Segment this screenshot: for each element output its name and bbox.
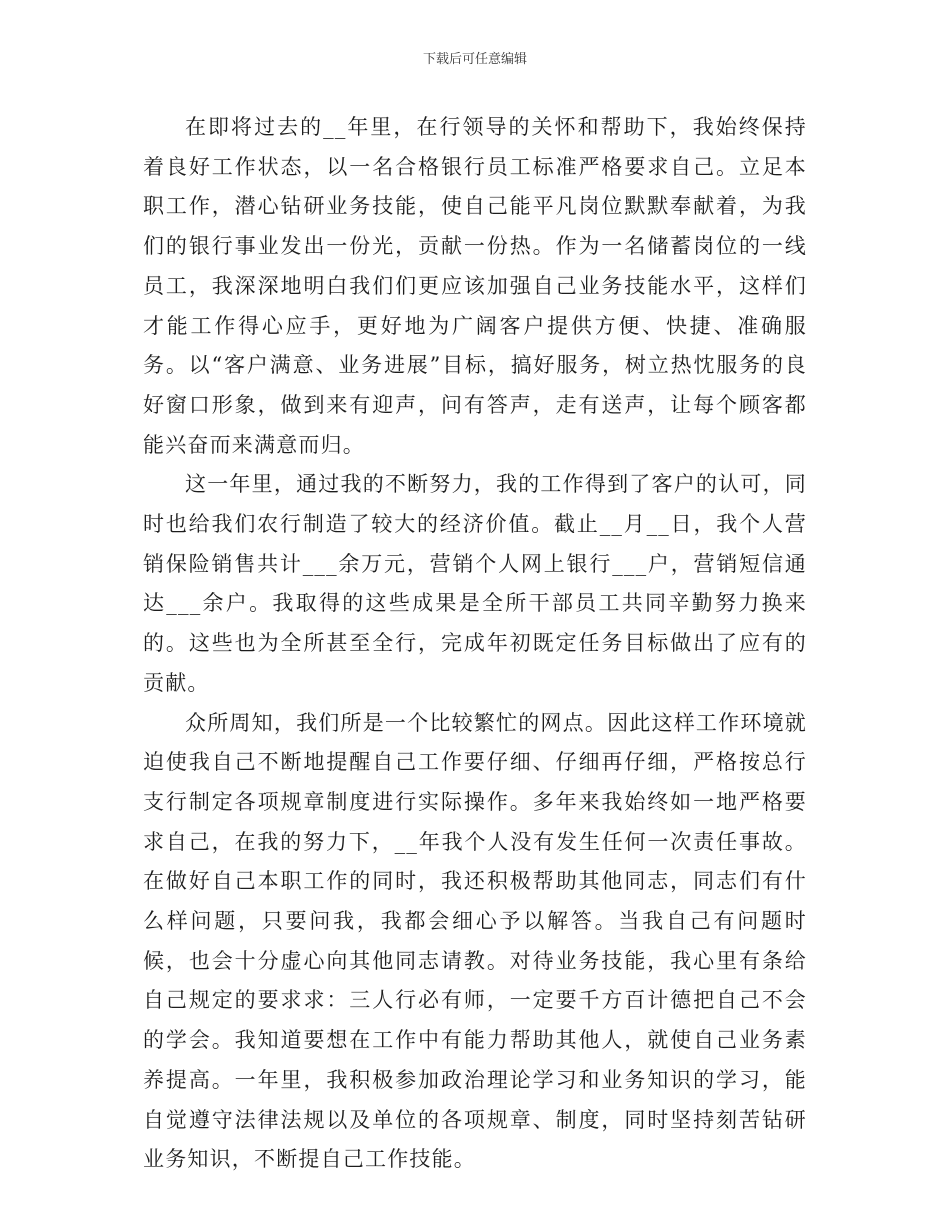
page-header: 下载后可任意编辑 [422,52,527,67]
document-body [143,108,807,1180]
paragraph-2: 这一年里，通过我的不断努力，我的工作得到了客户的认可，同时也给我们农行制造了较大的经济价值。截止__月__日，我个人营销保险销售共计___余万元，营销个人网上银行___户，营销短信通达___余户。我取得的这些成果是全所干部员工共同辛勤努力换来的。这些也为全所甚至全行，完成年初既定任务目标做出了应有的贡献。 [143,472,807,695]
paragraph-1: 在即将过去的__年里，在行领导的关怀和帮助下，我始终保持着良好工作状态，以一名合格银行员工标准严格要求自己。立足本职工作，潜心钻研业务技能，使自己能平凡岗位默默奉献着，为我们的银行事业发出一份光，贡献一份热。作为一名储蓄岗位的一线员工，我深深地明白我们们更应该加强自己业务技能水平，这样们才能工作得心应手，更好地为广阔客户提供方便、快捷、准确服务。以“客户满意、业务进展”目标，搞好服务，树立热忱服务的良好窗口形象，做到来有迎声，问有答声，走有送声，让每个顾客都能兴奋而来满意而归。 [143,115,807,457]
paragraph-3: 众所周知，我们所是一个比较繁忙的网点。因此这样工作环境就迫使我自己不断地提醒自己工作要仔细、仔细再仔细，严格按总行支行制定各项规章制度进行实际操作。多年来我始终如一地严格要求自己，在我的努力下，__年我个人没有发生任何一次责任事故。在做好自己本职工作的同时，我还积极帮助其他同志，同志们有什么样问题，只要问我，我都会细心予以解答。当我自己有问题时候，也会十分虚心向其他同志请教。对待业务技能，我心里有条给自己规定的要求求：三人行必有师，一定要千方百计德把自己不会的学会。我知道要想在工作中有能力帮助其他人，就使自己业务素养提高。一年里，我积极参加政治理论学习和业务知识的学习，能自觉遵守法律法规以及单位的各项规章、制度，同时坚持刻苦钻研业务知识，不断提自己工作技能。 [143,710,807,1172]
